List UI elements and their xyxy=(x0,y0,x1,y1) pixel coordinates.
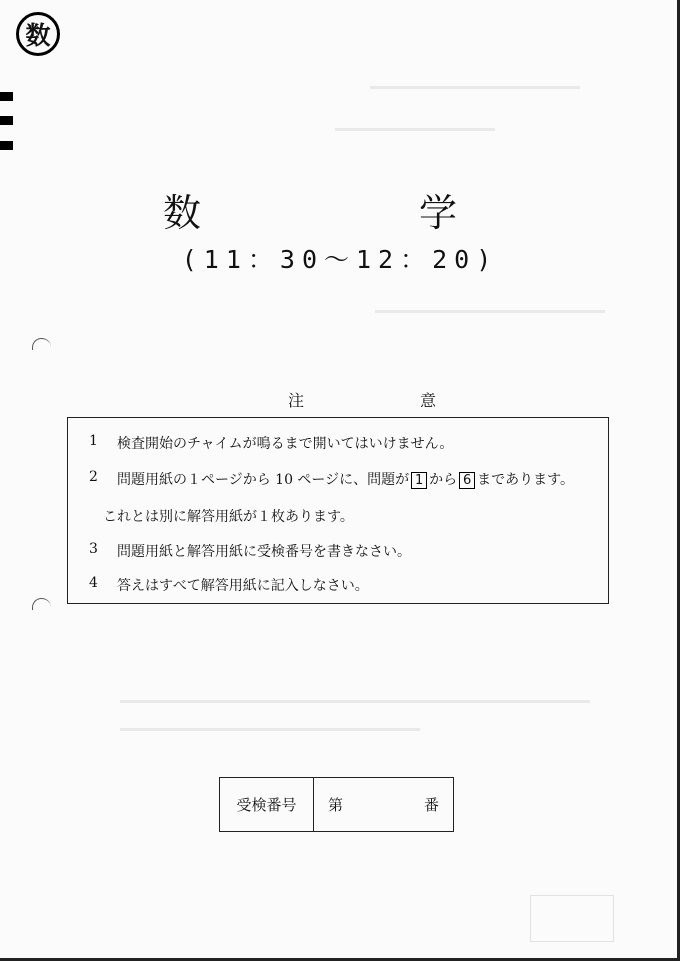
notice-item-text: 検査開始のチャイムが鳴るまで開いてはいけません。 xyxy=(117,436,454,452)
notice-item-number: 2 xyxy=(89,469,98,485)
notice-heading: 注 意 xyxy=(288,391,487,410)
exam-number-prefix: 第 xyxy=(328,796,344,814)
page-title: 数 学 xyxy=(162,191,547,235)
exam-number-table xyxy=(219,777,454,832)
show-through-line xyxy=(335,128,495,131)
show-through-line xyxy=(120,700,590,703)
exam-number-suffix: 番 xyxy=(423,796,439,814)
show-through-line xyxy=(120,728,420,731)
notice-item-text xyxy=(117,469,574,489)
notice-item-text-part: まであります。 xyxy=(477,472,575,488)
edge-mark xyxy=(0,141,13,150)
subject-badge: 数 xyxy=(16,12,60,56)
show-through-box xyxy=(530,895,614,942)
exam-number-field[interactable] xyxy=(314,778,453,831)
notice-item-number: 3 xyxy=(89,541,98,557)
exam-number-label: 受検番号 xyxy=(220,778,314,831)
notice-item-text-part: から xyxy=(429,472,458,488)
notice-box xyxy=(67,417,609,604)
notice-item-text-part: 問題用紙の１ページから 10 ページに、問題が xyxy=(117,472,410,488)
problem-number-box: 1 xyxy=(411,472,427,489)
punch-hole-mark xyxy=(32,338,51,350)
show-through-line xyxy=(375,310,605,313)
notice-item-number: 4 xyxy=(89,575,98,591)
edge-mark xyxy=(0,116,13,125)
notice-item-number: 1 xyxy=(89,433,98,449)
notice-item-text: 答えはすべて解答用紙に記入しなさい。 xyxy=(117,578,369,594)
notice-item-text: これとは別に解答用紙が１枚あります。 xyxy=(103,509,354,525)
notice-item-text: 問題用紙と解答用紙に受検番号を書きなさい。 xyxy=(117,544,411,560)
punch-hole-mark xyxy=(32,598,51,610)
show-through-line xyxy=(370,86,580,89)
problem-number-box: 6 xyxy=(459,472,475,489)
edge-mark xyxy=(0,92,13,101)
exam-time: (11：30〜12：20) xyxy=(181,245,499,274)
